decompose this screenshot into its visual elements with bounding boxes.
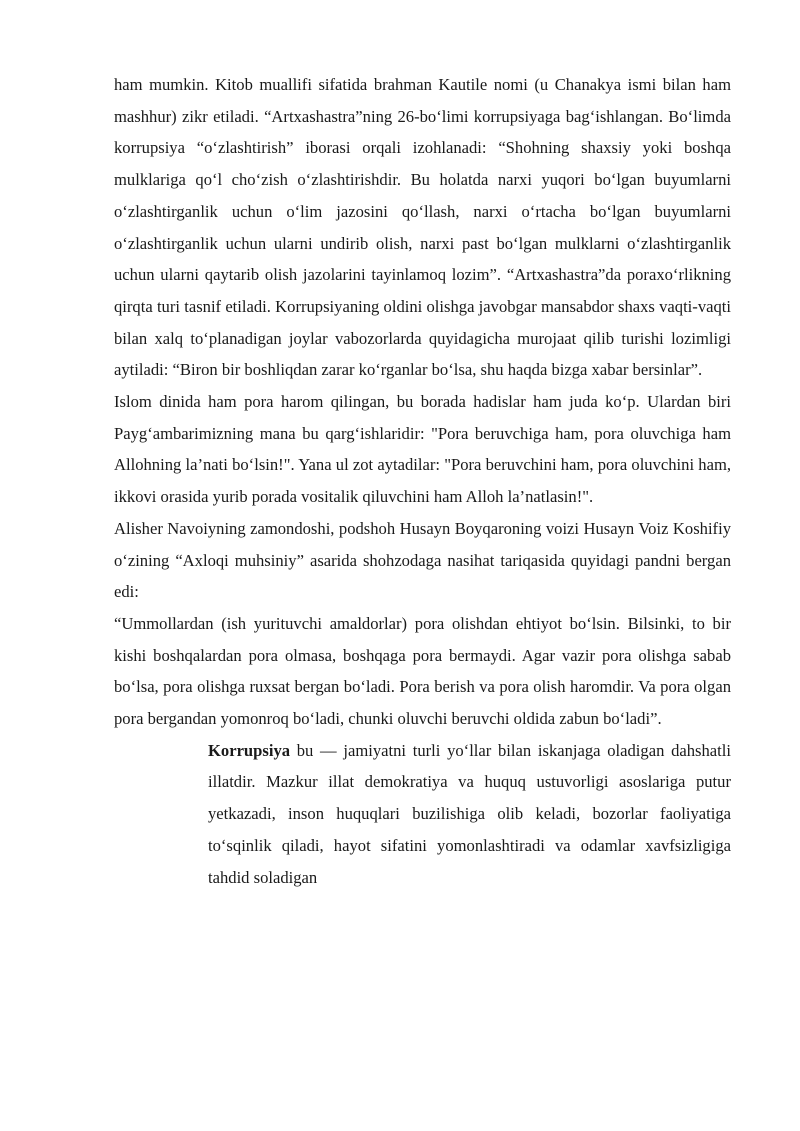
paragraph-navoi: Alisher Navoiyning zamondoshi, podshoh Husayn Boyqaroning voizi Husayn Voiz Koshifiy o‘zining “Axloqi muhsiniy” asarida shohzodaga nasihat tariqasida quyidagi pandni bergan edi: bbox=[114, 518, 731, 602]
paragraph-islam: Islom dinida ham pora harom qilingan, bu borada hadislar ham juda ko‘p. Ulardan biri Payg‘ambarimizning mana bu qarg‘ishlaridir: "Pora beruvchiga ham, pora oluvchiga ham Allohning la’nati bo‘lsin!". Yana ul zot aytadilar: "Pora beruvchini ham, pora oluvchini ham, ikkovi orasida yurib porada vositalik qiluvchini ham Alloh la’natlasin!". bbox=[114, 392, 731, 507]
paragraph-artxashastra: ham mumkin. Kitob muallifi sifatida brahman Kautile nomi (u Chanakya ismi bilan ham mashhur) zikr etiladi. “Artxashastra”ning 26-bo‘limi korrupsiyaga bag‘ishlangan. Bo‘limda korrupsiya “o‘zlashtirish” iborasi orqali izohlanadi: “Shohning shaxsiy yoki boshqa mulklariga qo‘l cho‘zish o‘zlashtirishdir. Bu holatda narxi yuqori bo‘lgan buyumlarni o‘zlashtirganlik uchun o‘lim jazosini qo‘llash, narxi o‘rtacha bo‘lgan buyumlarni o‘zlashtirganlik uchun ularni undirib olish, narxi past bo‘lgan mulklarni o‘zlashtirganlik uchun ularni qaytarib olish jazolarini tayinlamoq lozim”. “Artxashastra”da poraxo‘rlikning qirqta turi tasnif etiladi. Korrupsiyaning oldini olishga javobgar mansabdor shaxs vaqti-vaqti bilan xalq to‘planadigan joylar vabozorlarda quyidagicha murojaat qilib turishi lozimligi aytiladi: “Biron bir boshliqdan zarar ko‘rganlar bo‘lsa, shu haqda bizga xabar bersinlar”. bbox=[114, 75, 731, 380]
paragraph-korrupsiya bbox=[114, 735, 731, 894]
document-page bbox=[114, 69, 731, 893]
paragraph-quote: “Ummollardan (ish yurituvchi amaldorlar) pora olishdan ehtiyot bo‘lsin. Bilsinki, to bir kishi boshqalardan pora olmasa, boshqaga pora bermaydi. Agar vazir pora olishga sabab bo‘lsa, pora olishga ruxsat bergan bo‘ladi. Pora berish va pora olish haromdir. Va pora olgan pora bergandan yomonroq bo‘ladi, chunki oluvchi beruvchi oldida zabun bo‘ladi”. bbox=[114, 613, 731, 729]
paragraph-korrupsiya-text: bu — jamiyatni turli yo‘llar bilan iskanjaga oladigan dahshatli illatdir. Mazkur illat demokratiya va huquq ustuvorligi asoslariga putur yetkazadi, inson huquqlari buzilishiga olib keladi, bozorlar faoliyatiga to‘sqinlik qiladi, hayot sifatini yomonlashtiradi va odamlar xavfsizligiga tahdid soladigan bbox=[208, 740, 731, 887]
term-korrupsiya: Korrupsiya bbox=[208, 740, 291, 760]
